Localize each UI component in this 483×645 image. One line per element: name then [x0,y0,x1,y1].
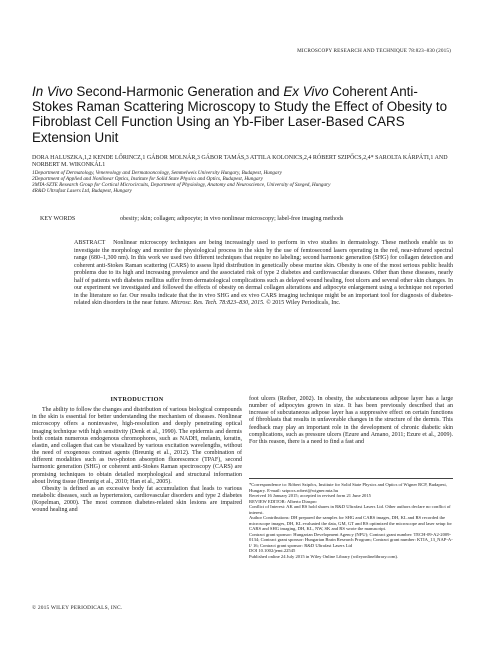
abstract-citation: Microsc. Res. Tech. 78:823–830, 2015. [170,300,265,306]
abstract-block [74,240,453,308]
title-part-2: Second-Harmonic Generation and [72,84,284,99]
article-title [32,84,453,145]
affiliation-2: 2Department of Applied and Nonlinear Optics, Institute for Solid State Physics and Optics, Budapest, Hungary [32,176,263,183]
footnote-correspondence: *Correspondence to: Róbert Szipőcs, Institute for Solid State Physics and Optics of Wigner RCP, Budapest, Hungary. E-mail: szipocs.robert@wigner.mta.hu [249,482,447,493]
intro-paragraph-2: Obesity is defined as an excessive body fat accumulation that leads to various metabolic diseases, such as hypertension, cardiovascular disorders and type 2 diabetes (Kopelman, 2000). The most common diabetes-related skin lesions are impaired wound healing and [32,485,242,514]
affiliation-3: 3MTA-SZTE Research Group for Cortical Microcircuits, Department of Physiology, Anatomy and Neuroscience, University of Szeged, Hungary [32,182,331,189]
keywords-block [32,216,453,223]
keywords-label: KEY WORDS [40,216,76,222]
left-column [32,396,242,515]
affiliation-4: 4R&D Ultrafast Lasers Ltd, Budapest, Hungary [32,188,132,195]
right-column [249,396,453,446]
footnote-doi: DOI 10.1002/jemt.22545 [249,548,296,553]
footnote-published: Published online 24 July 2015 in Wiley Online Library (wileyonlinelibrary.com). [249,553,399,559]
copyright-notice: © 2015 WILEY PERIODICALS, INC. [32,605,123,611]
affiliations [32,170,453,194]
abstract-label: ABSTRACT [74,240,106,246]
title-italic-3: Ex Vivo [283,84,329,99]
author-list: DORA HALUSZKA,1,2 KENDE LŐRINCZ,1 GÁBOR MOLNÁR,3 GÁBOR TAMÁS,3 ATTILA KOLONICS,2,4 RÓBERT SZIPŐCS,2,4* SAROLTA KÁRPÁTI,1 AND NORBERT M. WIKONKÁL1 [32,155,448,168]
title-part-4: Coherent Anti-Stokes Raman Scattering Microscopy to Study the Effect of Obesity to Fibroblast Cell Function Using an Yb-Fiber Laser-Based CARS Extension Unit [32,84,448,145]
abstract-publisher: © 2015 Wiley Periodicals, Inc. [266,300,341,306]
abstract-text: Nonlinear microscopy techniques are being increasingly used to perform in vivo studies in dermatology. These methods enable us to investigate the morphology and monitor the physiological process in the skin by the use of femtosecond lasers operating in the red, near-infrared spectral range (680–1,300 nm). In this work we used two different techniques that require no labeling; second harmonic generation (SHG) for collagen detection and coherent anti-Stokes Raman scattering (CARS) to assess lipid distribution in genetically obese murine skin. Obesity is one of the most serious public health problems due to its high and increasing prevalence and the associated risk of type 2 diabetes and cardiovascular diseases. Other than these diseases, nearly half of patients with diabetes mellitus suffer from dermatological complications such as delayed wound healing, foot ulcers and several other skin changes. In our experiment we investigated and followed the effects of obesity on dermal collagen alterations and adipocyte enlargement using a technique not reported in the literature so far. Our results indicate that the in vivo SHG and ex vivo CARS imaging technique might be an important tool for diagnosis of diabetes-related skin disorders in the near future. [74,240,454,306]
journal-header: MICROSCOPY RESEARCH AND TECHNIQUE 78:823–830 (2015) [297,48,451,54]
footnote-grants: Contract grant sponsor: Hungarian Development Agency (NFU); Contract grant number: TECH-09-A2-2009-0134; Contract grant sponsor: Hungarian Brain Research Program; Contract grant number: KTIA_13_NAP-A-I/ 16; Contract grant sponsor: R&D Ultrafast Lasers Ltd [249,531,453,548]
intro-paragraph-1: The ability to follow the changes and distribution of various biological compounds in the skin is essential for better understanding the mechanism of diseases. Nonlinear microscopy offers a noninvasive, high-resolution and deeply penetrating optical imaging technique with high sensitivity (Denk et al., 1990). The epidermis and dermis both contain numerous endogenous chromophores, such as NADH, melanin, keratin, elastin, and collagen that can be visualized by various excitation wavelengths, without the need of exogenous contrast agents (Breunig et al., 2012). The combination of different modalities such as two-photon absorption fluorescence (TPAF), second harmonic generation (SHG) or coherent anti-Stokes Raman spectroscopy (CARS) are promising techniques to obtain detailed morphological and structural information about living tissue (Breunig et al., 2010; Han et al., 2005). [32,407,242,485]
footnotes [249,478,453,559]
footnote-editor: REVIEW EDITOR: Alberto Diaspro [249,498,317,504]
footnote-received: Received 16 January 2015; accepted in revised form 21 June 2015 [249,493,371,498]
footnote-conflict: Conflict of Interest: AK and RS hold shares in R&D Ultrafast Lasers Ltd. Other authors declare no conflict of interest. [249,504,451,515]
title-italic-1: In Vivo [32,84,73,99]
intro-continuation: foot ulcers (Reiber, 2002). In obesity, the subcutaneous adipose layer has a large number of adipocytes grown in size. It has been previously described that an increase of subcutaneous adipose layer has a suppressive effect on certain functions of fibroblasts that results in unfavorable changes in the structure of the dermis. This feedback may play an important role in the development of chronic diabetic skin complications, such as pressure ulcers (Ezure and Amano, 2011; Ezure et al., 2009). For this reason, there is a need to find a fast and [249,396,453,445]
affiliation-1: 1Department of Dermatology, Venereology and Dermatooncology, Semmelweis University Hungary, Budapest, Hungary [32,170,282,176]
keywords-text: obesity; skin; collagen; adipocyte; in vivo nonlinear microscopy; label-free imaging methods [120,216,344,222]
introduction-heading: INTRODUCTION [110,396,164,403]
footnote-contributions: Author Contributions: DH prepared the samples for SHG and CARS images, DH, KL and RS recorded the microscope images, DH, KL evaluated the data, GM, GT and RS optimized the microscope and laser setup for CARS and SHG imaging, DH, KL, NW, SK and RS wrote the manuscript. [249,515,452,531]
